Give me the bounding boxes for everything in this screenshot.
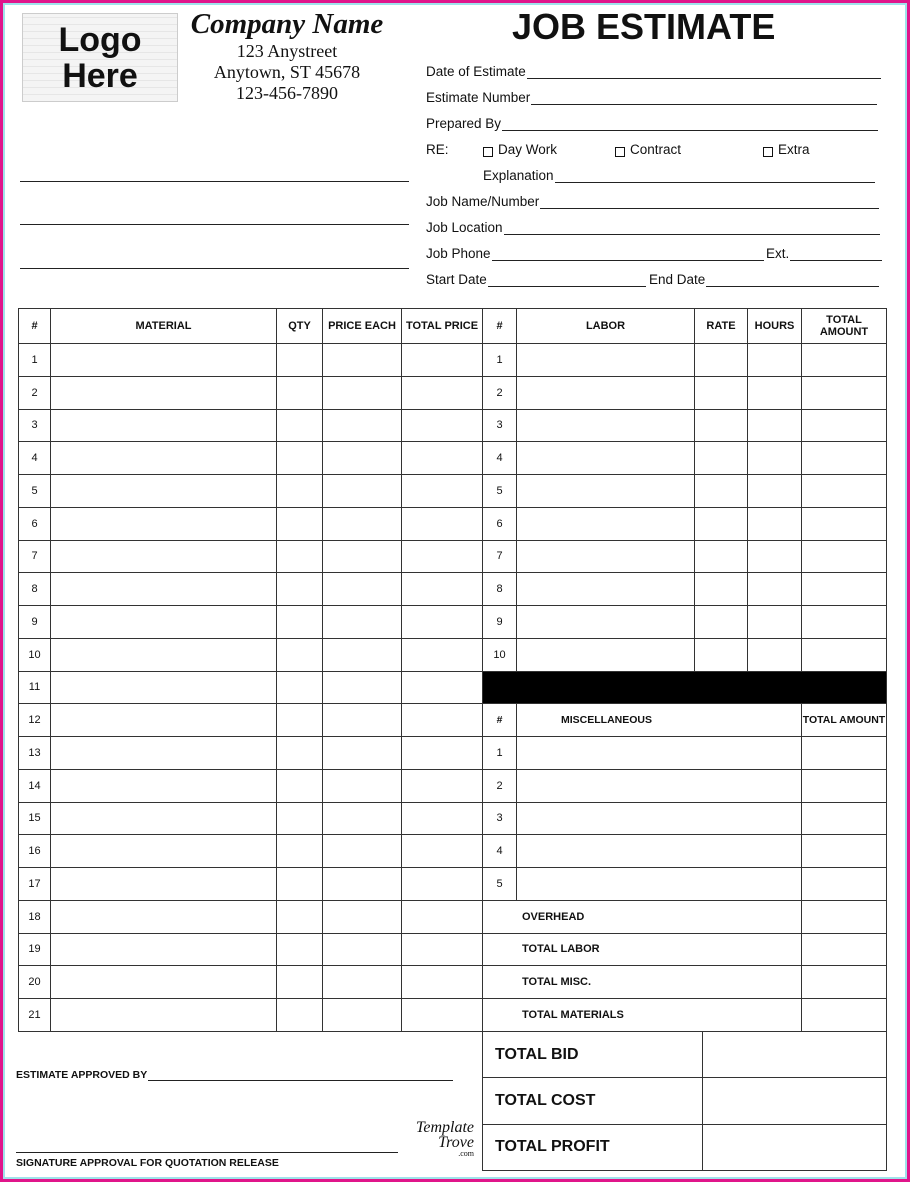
table-row [483,409,887,442]
row-number: 7 [483,540,517,573]
signature-label: SIGNATURE APPROVAL FOR QUOTATION RELEASE [16,1157,279,1169]
table-row [19,606,483,639]
field-label: Job Phone [426,246,491,261]
field-label: Estimate Number [426,90,531,105]
total-amount-cell[interactable] [802,344,887,377]
total-price-cell[interactable] [402,835,483,868]
material-cell[interactable] [51,868,277,901]
brand-text: Template [415,1119,474,1136]
row-number: 3 [19,409,51,442]
table-row [483,442,887,475]
company-info [182,8,392,104]
qty-cell[interactable] [277,475,323,508]
field-label: Job Location [426,220,503,235]
end-date-field[interactable] [649,272,879,287]
qty-cell[interactable] [277,737,323,770]
material-cell[interactable] [51,507,277,540]
table-row [19,475,483,508]
table-header [483,309,887,344]
checkbox-label: Contract [630,142,682,157]
price-each-cell[interactable] [323,540,402,573]
material-cell[interactable] [51,966,277,999]
material-cell[interactable] [51,376,277,409]
col-header: # [483,704,517,737]
rate-cell[interactable] [695,573,748,606]
summary-value[interactable] [802,933,887,966]
material-cell[interactable] [51,933,277,966]
total-price-cell[interactable] [402,671,483,704]
rate-cell[interactable] [695,409,748,442]
table-row [19,900,483,933]
row-number: 6 [19,507,51,540]
company-name: Company Name [190,8,384,40]
total-price-cell[interactable] [402,999,483,1032]
table-row [19,442,483,475]
table-row [19,802,483,835]
row-number: 11 [19,671,51,704]
company-phone: 123-456-7890 [236,83,338,103]
extra-checkbox[interactable] [763,142,810,157]
total-amount-cell[interactable] [802,376,887,409]
price-each-cell[interactable] [323,769,402,802]
signature-line[interactable] [16,1152,398,1153]
table-row [19,507,483,540]
hours-cell[interactable] [748,638,802,671]
brand-text: Trove [438,1134,474,1151]
table-row [19,540,483,573]
rate-cell[interactable] [695,606,748,639]
row-number: 15 [19,802,51,835]
col-header: RATE [695,309,748,344]
total-price-cell[interactable] [402,966,483,999]
total-cost-label: TOTAL COST [483,1078,703,1124]
labor-cell[interactable] [517,638,695,671]
qty-cell[interactable] [277,802,323,835]
qty-cell[interactable] [277,769,323,802]
rate-cell[interactable] [695,442,748,475]
job-name-field[interactable] [426,194,879,209]
qty-cell[interactable] [277,540,323,573]
total-price-cell[interactable] [402,507,483,540]
col-header: TOTAL AMOUNT [802,704,887,737]
misc-cell[interactable] [517,737,802,770]
rate-cell[interactable] [695,344,748,377]
row-number: 10 [19,638,51,671]
day-work-checkbox[interactable] [483,142,557,157]
summary-value[interactable] [802,999,887,1032]
price-each-cell[interactable] [323,671,402,704]
ext-field[interactable] [766,246,882,261]
row-number: 17 [19,868,51,901]
labor-cell[interactable] [517,475,695,508]
start-date-field[interactable] [426,272,646,287]
address-line[interactable] [20,224,409,225]
total-price-cell[interactable] [402,638,483,671]
row-number: 4 [19,442,51,475]
qty-cell[interactable] [277,835,323,868]
row-number: 4 [483,835,517,868]
labor-table [482,308,887,1032]
total-amount-cell[interactable] [802,540,887,573]
table-row [483,737,887,770]
total-bid-value[interactable] [703,1032,887,1078]
material-cell[interactable] [51,442,277,475]
price-each-cell[interactable] [323,475,402,508]
labor-cell[interactable] [517,442,695,475]
table-row [483,671,887,704]
misc-cell[interactable] [517,868,802,901]
price-each-cell[interactable] [323,966,402,999]
total-amount-cell[interactable] [802,507,887,540]
total-price-cell[interactable] [402,868,483,901]
table-row [19,409,483,442]
row-number: 6 [483,507,517,540]
row-number: 1 [483,344,517,377]
qty-cell[interactable] [277,409,323,442]
total-price-cell[interactable] [402,606,483,639]
row-number: 2 [483,376,517,409]
material-cell[interactable] [51,638,277,671]
row-number: 3 [483,409,517,442]
total-amount-cell[interactable] [802,442,887,475]
material-cell[interactable] [51,802,277,835]
material-cell[interactable] [51,344,277,377]
row-number: 9 [19,606,51,639]
material-cell[interactable] [51,671,277,704]
qty-cell[interactable] [277,966,323,999]
misc-header [483,704,887,737]
total-amount-cell[interactable] [802,409,887,442]
total-amount-cell[interactable] [802,638,887,671]
total-profit-label: TOTAL PROFIT [483,1124,703,1170]
qty-cell[interactable] [277,442,323,475]
price-each-cell[interactable] [323,835,402,868]
estimate-number-field[interactable] [426,90,877,105]
price-each-cell[interactable] [323,999,402,1032]
table-row [19,966,483,999]
summary-label: TOTAL MATERIALS [483,999,802,1032]
col-header: PRICE EACH [323,309,402,344]
checkbox-icon [483,147,493,157]
field-label: Job Name/Number [426,194,540,209]
material-cell[interactable] [51,409,277,442]
job-location-field[interactable] [426,220,880,235]
total-price-cell[interactable] [402,475,483,508]
price-each-cell[interactable] [323,802,402,835]
material-cell[interactable] [51,573,277,606]
qty-cell[interactable] [277,900,323,933]
qty-cell[interactable] [277,573,323,606]
total-price-cell[interactable] [402,540,483,573]
total-amount-cell[interactable] [802,573,887,606]
total-amount-cell[interactable] [802,769,887,802]
total-price-cell[interactable] [402,376,483,409]
hours-cell[interactable] [748,409,802,442]
price-each-cell[interactable] [323,606,402,639]
qty-cell[interactable] [277,704,323,737]
total-price-cell[interactable] [402,442,483,475]
summary-label: TOTAL LABOR [483,933,802,966]
labor-cell[interactable] [517,507,695,540]
total-amount-cell[interactable] [802,606,887,639]
totals-table [482,1031,887,1171]
table-row [19,737,483,770]
address-line[interactable] [20,268,409,269]
qty-cell[interactable] [277,507,323,540]
table-row [483,966,887,999]
address-line[interactable] [20,181,409,182]
company-city: Anytown, ST 45678 [213,62,361,82]
row-number: 10 [483,638,517,671]
field-label: Ext. [766,246,790,261]
total-amount-cell[interactable] [802,802,887,835]
rate-cell[interactable] [695,475,748,508]
price-each-cell[interactable] [323,704,402,737]
table-row [19,573,483,606]
labor-cell[interactable] [517,573,695,606]
table-row [483,606,887,639]
row-number: 8 [483,573,517,606]
table-row [19,344,483,377]
price-each-cell[interactable] [323,442,402,475]
table-row [19,868,483,901]
total-amount-cell[interactable] [802,835,887,868]
row-number: 12 [19,704,51,737]
re-label: RE: [426,142,449,157]
col-header: HOURS [748,309,802,344]
table-row [483,999,887,1032]
price-each-cell[interactable] [323,573,402,606]
table-row [19,704,483,737]
explanation-field[interactable] [483,168,875,183]
table-row [483,376,887,409]
col-header: QTY [277,309,323,344]
checkbox-label: Day Work [498,142,558,157]
field-label: End Date [649,272,706,287]
logo-placeholder [22,13,178,102]
row-number: 19 [19,933,51,966]
col-header: LABOR [517,309,695,344]
row-number: 20 [19,966,51,999]
template-trove-logo [408,1120,474,1158]
table-row [19,835,483,868]
approved-by-field[interactable] [16,1069,453,1081]
total-price-cell[interactable] [402,704,483,737]
total-cost-value[interactable] [703,1078,887,1124]
rate-cell[interactable] [695,540,748,573]
table-row [483,638,887,671]
table-row [19,933,483,966]
date-field[interactable] [426,64,881,79]
col-header: TOTAL PRICE [402,309,483,344]
table-row [483,835,887,868]
col-header: # [19,309,51,344]
material-cell[interactable] [51,737,277,770]
total-amount-cell[interactable] [802,737,887,770]
qty-cell[interactable] [277,606,323,639]
row-number: 18 [19,900,51,933]
total-amount-cell[interactable] [802,868,887,901]
table-row [19,376,483,409]
hours-cell[interactable] [748,344,802,377]
hours-cell[interactable] [748,540,802,573]
row-number: 14 [19,769,51,802]
checkbox-label: Extra [778,142,810,157]
price-each-cell[interactable] [323,900,402,933]
row-number: 8 [19,573,51,606]
rate-cell[interactable] [695,376,748,409]
company-street: 123 Anystreet [236,41,338,61]
field-label: Prepared By [426,116,502,131]
row-number: 2 [483,769,517,802]
row-number: 3 [483,802,517,835]
col-header: TOTAL AMOUNT [802,309,887,344]
job-phone-field[interactable] [426,246,764,261]
table-row [483,802,887,835]
table-row [19,999,483,1032]
field-label: Date of Estimate [426,64,526,79]
row-number: 1 [19,344,51,377]
section-divider [483,671,887,704]
total-price-cell[interactable] [402,344,483,377]
hours-cell[interactable] [748,507,802,540]
total-price-cell[interactable] [402,409,483,442]
material-table [18,308,483,1032]
labor-cell[interactable] [517,409,695,442]
rate-cell[interactable] [695,507,748,540]
qty-cell[interactable] [277,376,323,409]
brand-text: .com [458,1149,474,1158]
price-each-cell[interactable] [323,933,402,966]
summary-value[interactable] [802,900,887,933]
table-row [483,475,887,508]
qty-cell[interactable] [277,638,323,671]
table-row [483,900,887,933]
qty-cell[interactable] [277,671,323,704]
table-row [483,769,887,802]
total-amount-cell[interactable] [802,475,887,508]
col-header: MISCELLANEOUS [517,704,802,737]
total-price-cell[interactable] [402,802,483,835]
total-price-cell[interactable] [402,769,483,802]
material-cell[interactable] [51,540,277,573]
col-header: MATERIAL [51,309,277,344]
misc-cell[interactable] [517,769,802,802]
material-cell[interactable] [51,769,277,802]
contract-checkbox[interactable] [615,142,681,157]
price-each-cell[interactable] [323,638,402,671]
summary-label: TOTAL MISC. [483,966,802,999]
summary-label: OVERHEAD [483,900,802,933]
page-title: JOB ESTIMATE [512,6,776,47]
material-cell[interactable] [51,475,277,508]
checkbox-icon [615,147,625,157]
row-number: 16 [19,835,51,868]
row-number: 1 [483,737,517,770]
field-label: ESTIMATE APPROVED BY [16,1069,148,1081]
table-row [483,344,887,377]
row-number: 7 [19,540,51,573]
row-number: 4 [483,442,517,475]
row-number: 5 [483,475,517,508]
logo-text: Logo [58,21,142,59]
summary-value[interactable] [802,966,887,999]
row-number: 5 [483,868,517,901]
row-number: 21 [19,999,51,1032]
total-price-cell[interactable] [402,900,483,933]
material-cell[interactable] [51,900,277,933]
table-row [19,769,483,802]
price-each-cell[interactable] [323,344,402,377]
table-row [19,671,483,704]
rate-cell[interactable] [695,638,748,671]
table-row [483,933,887,966]
checkbox-icon [763,147,773,157]
qty-cell[interactable] [277,999,323,1032]
prepared-by-field[interactable] [426,116,878,131]
material-cell[interactable] [51,999,277,1032]
row-number: 2 [19,376,51,409]
misc-cell[interactable] [517,835,802,868]
material-cell[interactable] [51,606,277,639]
price-each-cell[interactable] [323,376,402,409]
hours-cell[interactable] [748,442,802,475]
qty-cell[interactable] [277,344,323,377]
row-number: 9 [483,606,517,639]
total-price-cell[interactable] [402,933,483,966]
row-number: 5 [19,475,51,508]
field-label: Start Date [426,272,487,287]
labor-cell[interactable] [517,344,695,377]
table-row [19,638,483,671]
table-header [19,309,483,344]
hours-cell[interactable] [748,573,802,606]
total-price-cell[interactable] [402,737,483,770]
labor-cell[interactable] [517,540,695,573]
labor-cell[interactable] [517,606,695,639]
table-row [483,507,887,540]
hours-cell[interactable] [748,475,802,508]
col-header: # [483,309,517,344]
hours-cell[interactable] [748,606,802,639]
hours-cell[interactable] [748,376,802,409]
table-row [483,540,887,573]
price-each-cell[interactable] [323,507,402,540]
labor-cell[interactable] [517,376,695,409]
qty-cell[interactable] [277,868,323,901]
field-label: Explanation [483,168,554,183]
total-profit-value[interactable] [703,1124,887,1170]
price-each-cell[interactable] [323,409,402,442]
misc-cell[interactable] [517,802,802,835]
material-cell[interactable] [51,704,277,737]
table-row [483,573,887,606]
row-number: 13 [19,737,51,770]
total-bid-label: TOTAL BID [483,1032,703,1078]
table-row [483,868,887,901]
qty-cell[interactable] [277,933,323,966]
price-each-cell[interactable] [323,737,402,770]
logo-text: Here [62,57,138,95]
price-each-cell[interactable] [323,868,402,901]
total-price-cell[interactable] [402,573,483,606]
material-cell[interactable] [51,835,277,868]
